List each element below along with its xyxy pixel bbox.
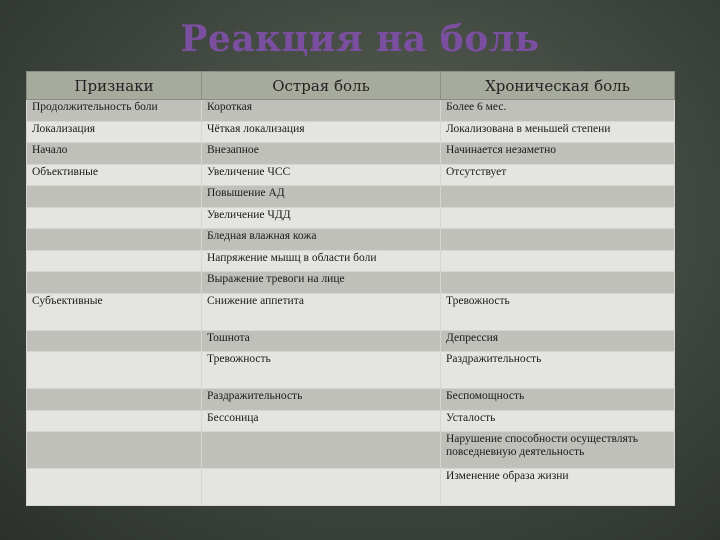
- table-cell: Более 6 мес.: [441, 100, 675, 122]
- table-cell: Увеличение ЧСС: [202, 164, 441, 186]
- header-acute-pain: Острая боль: [202, 72, 441, 100]
- table-cell: Тревожность: [202, 352, 441, 389]
- table-row: [27, 121, 675, 143]
- table-cell: Объективные: [27, 164, 202, 186]
- table-row: [27, 207, 675, 229]
- table-cell: Локализация: [27, 121, 202, 143]
- table-cell: Бессоница: [202, 410, 441, 432]
- table-cell: [441, 272, 675, 294]
- table-cell: [441, 186, 675, 208]
- header-signs: Признаки: [27, 72, 202, 100]
- table-row: [27, 389, 675, 411]
- table-cell: [27, 272, 202, 294]
- table-cell: Выражение тревоги на лице: [202, 272, 441, 294]
- table-cell: Бледная влажная кожа: [202, 229, 441, 251]
- table-cell: Тревожность: [441, 293, 675, 330]
- table-cell: Нарушение способности осуществлять повседневную деятельность: [441, 432, 675, 469]
- table-cell: Внезапное: [202, 143, 441, 165]
- table-cell: [27, 432, 202, 469]
- table-cell: [202, 432, 441, 469]
- table-row: [27, 143, 675, 165]
- table-cell: Локализована в меньшей степени: [441, 121, 675, 143]
- table-cell: Короткая: [202, 100, 441, 122]
- table-cell: [441, 229, 675, 251]
- table-cell: Усталость: [441, 410, 675, 432]
- table-cell: Начало: [27, 143, 202, 165]
- table-cell: Раздражительность: [202, 389, 441, 411]
- table-cell: Начинается незаметно: [441, 143, 675, 165]
- table-cell: [27, 186, 202, 208]
- table-row: [27, 432, 675, 469]
- table-row: [27, 410, 675, 432]
- table-row: [27, 164, 675, 186]
- table-cell: [27, 229, 202, 251]
- table-row: [27, 100, 675, 122]
- table-cell: Чёткая локализация: [202, 121, 441, 143]
- pain-reaction-table: [26, 71, 675, 506]
- table-cell: [27, 330, 202, 352]
- table-row: [27, 469, 675, 506]
- table-row: [27, 186, 675, 208]
- table-cell: [441, 207, 675, 229]
- table-cell: [27, 410, 202, 432]
- page-title: Реакция на боль: [180, 18, 540, 60]
- table-header-row: [27, 72, 675, 100]
- table-cell: Субъективные: [27, 293, 202, 330]
- table-cell: [441, 250, 675, 272]
- table-cell: Отсутствует: [441, 164, 675, 186]
- table-row: [27, 229, 675, 251]
- table-cell: Увеличение ЧДД: [202, 207, 441, 229]
- table-cell: [202, 469, 441, 506]
- table-cell: Снижение аппетита: [202, 293, 441, 330]
- table-cell: Изменение образа жизни: [441, 469, 675, 506]
- table-cell: Напряжение мышц в области боли: [202, 250, 441, 272]
- table-row: [27, 330, 675, 352]
- table-cell: [27, 469, 202, 506]
- table-row: [27, 272, 675, 294]
- table-cell: Повышение АД: [202, 186, 441, 208]
- table-cell: [27, 352, 202, 389]
- table-row: [27, 293, 675, 330]
- header-chronic-pain: Хроническая боль: [441, 72, 675, 100]
- table-cell: [27, 207, 202, 229]
- table-row: [27, 250, 675, 272]
- table-cell: Тошнота: [202, 330, 441, 352]
- table-cell: Раздражительность: [441, 352, 675, 389]
- table-cell: Беспомощность: [441, 389, 675, 411]
- table-cell: Депрессия: [441, 330, 675, 352]
- table-cell: [27, 389, 202, 411]
- table-cell: [27, 250, 202, 272]
- table-cell: Продолжительность боли: [27, 100, 202, 122]
- table-row: [27, 352, 675, 389]
